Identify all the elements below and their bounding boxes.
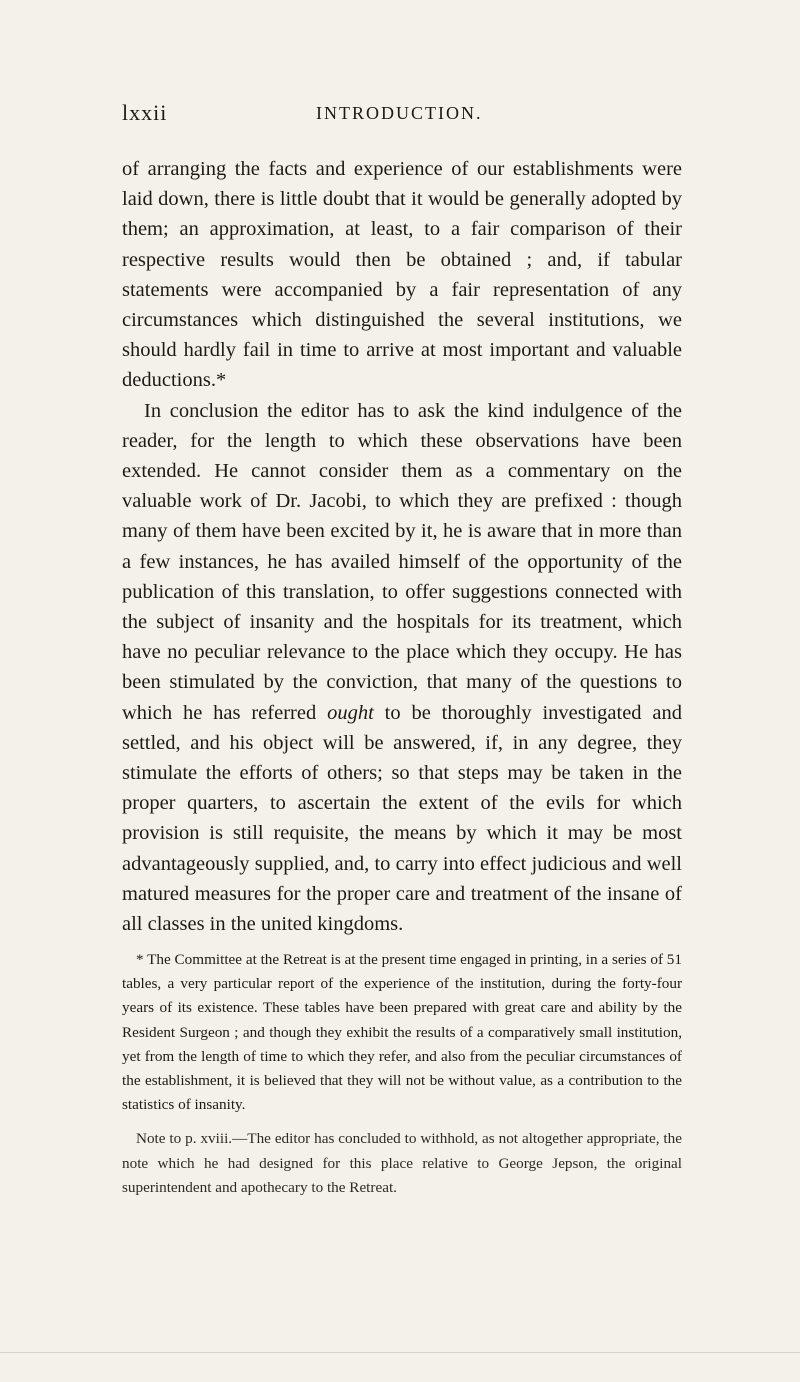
paragraph-conclusion-part-1: In conclusion the editor has to ask the kind indulgence of the reader, for the length to which these observations have been extended. He cannot consider them as a commentary on the valuable work of Dr. Jacobi, to which they are prefixed : though many of them have been excited by it, he is aware that in more than a few instances, he has availed himself of the opportunity of the publication of this translation, to offer suggestions connected with the subject of insanity and the hospitals for its treatment, which have no peculiar relevance to the place which they occupy. He has been stimulated by the conviction, that many of the questions to which he has referred (122, 399, 682, 724)
paragraph-continued: of arranging the facts and experience of our establishments were laid down, there is little doubt that it would be generally adopted by them; an approximation, at least, to a fair comparison of their respective results would then be obtained ; and, if tabular statements were accompanied by a fair representation of any circumstances which distinguished the several institutions, we should hardly fail in time to arrive at most important and valuable deductions.* (122, 158, 682, 392)
page-edge-divider (0, 1352, 800, 1353)
page-number: lxxii (122, 100, 168, 125)
paragraph-conclusion (122, 396, 682, 940)
footnotes (122, 948, 682, 1200)
body-text (122, 154, 682, 939)
paragraph-conclusion-part-2: to be thoroughly investigated and settled, and his object will be answered, if, in any degree, they stimulate the efforts of others; so that steps may be taken in the proper quarters, to ascertain the extent of the evils for which provision is still requisite, the means by which it may be most advantageously supplied, and, to carry into effect judicious and well matured measures for the proper care and treatment of the insane of all classes in the united kingdoms. (122, 701, 682, 936)
footnote-asterisk: * The Committee at the Retreat is at the present time engaged in printing, in a series of 51 tables, a very particular report of the experience of the institution, during the forty-four years of its existence. These tables have been prepared with great care and ability by the Resident Surgeon ; and though they exhibit the results of a comparatively small institution, yet from the length of time to which they refer, and also from the peculiar circumstances of the establishment, it is believed that they will not be without value, as a contribution to the statistics of insanity. (122, 951, 682, 1114)
emphasized-word: ought (327, 701, 374, 724)
running-head: INTRODUCTION. (316, 103, 483, 123)
page-header (122, 100, 682, 132)
footnote-note: Note to p. xviii.—The editor has concluded to withhold, as not altogether appropriate, the note which he had designed for this place relative to George Jepson, the original superintendent and apothecary to the Retreat. (122, 1130, 682, 1196)
